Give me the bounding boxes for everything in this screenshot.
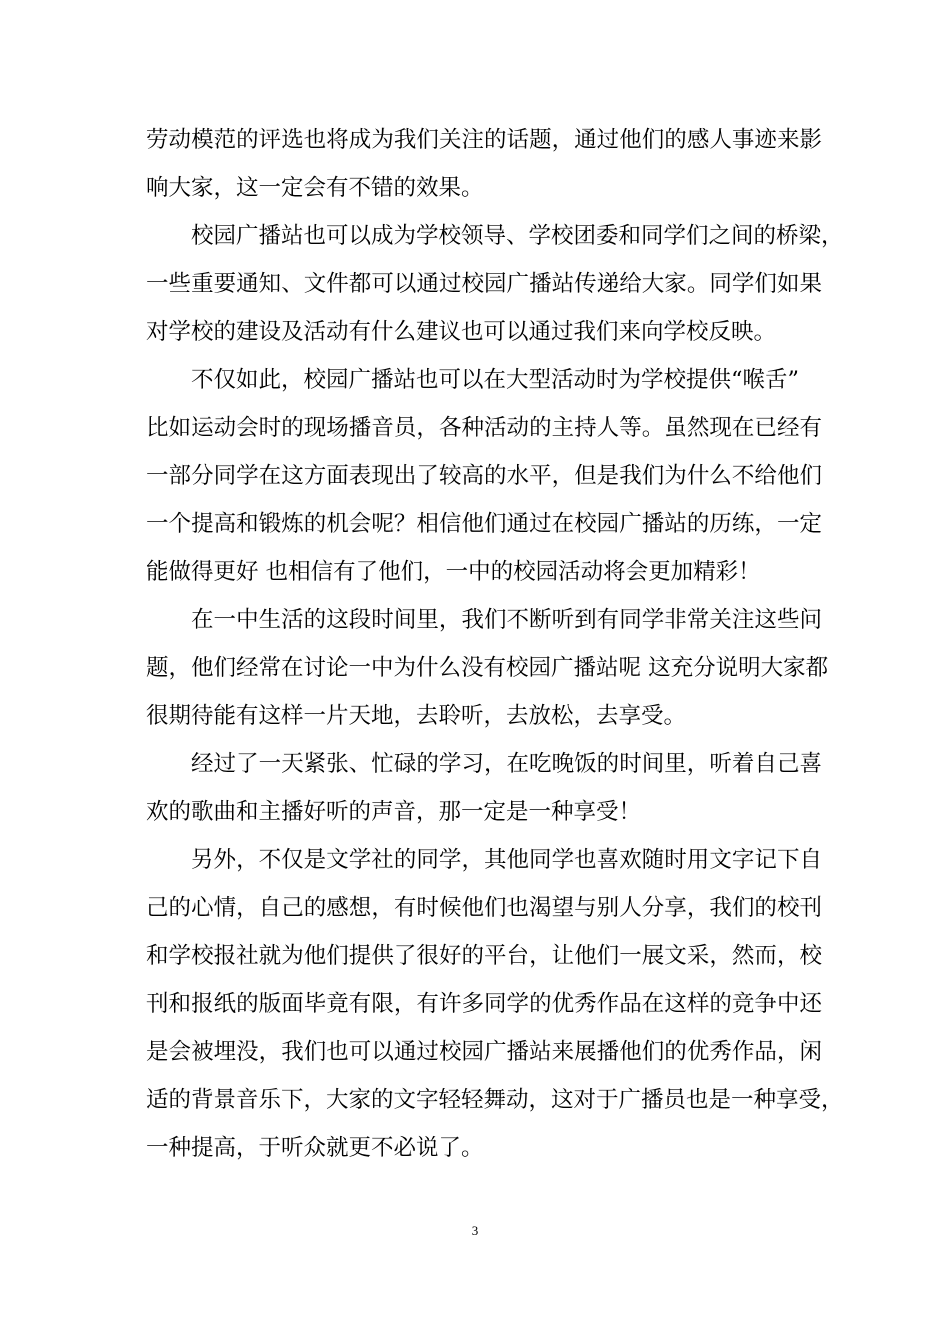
text-line: 题，他们经常在讨论一中为什么没有校园广播站呢 这充分说明大家都 xyxy=(146,655,829,681)
text-line: 和学校报社就为他们提供了很好的平台，让他们一展文采，然而，校 xyxy=(146,943,822,969)
text-line: 是会被埋没，我们也可以通过校园广播站来展播他们的优秀作品，闲 xyxy=(146,1039,822,1065)
text-line: 经过了一天紧张、忙碌的学习，在吃晚饭的时间里，听着自己喜 xyxy=(191,751,822,777)
text-line: 一部分同学在这方面表现出了较高的水平，但是我们为什么不给他们 xyxy=(146,463,822,489)
text-line: 另外，不仅是文学社的同学，其他同学也喜欢随时用文字记下自 xyxy=(191,847,822,873)
text-line: 很期待能有这样一片天地，去聆听，去放松，去享受。 xyxy=(146,703,687,729)
text-line: 响大家，这一定会有不错的效果。 xyxy=(146,175,484,201)
text-line: 己的心情，自己的感想，有时候他们也渴望与别人分享，我们的校刊 xyxy=(146,895,822,921)
text-line: 一些重要通知、文件都可以通过校园广播站传递给大家。同学们如果 xyxy=(146,271,822,297)
text-line: 适的背景音乐下，大家的文字轻轻舞动，这对于广播员也是一种享受， xyxy=(146,1087,844,1113)
text-line: 在一中生活的这段时间里，我们不断听到有同学非常关注这些问 xyxy=(191,607,822,633)
text-line: 比如运动会时的现场播音员，各种活动的主持人等。虽然现在已经有 xyxy=(146,415,822,441)
text-line: 刊和报纸的版面毕竟有限，有许多同学的优秀作品在这样的竞争中还 xyxy=(146,991,822,1017)
text-line: 不仅如此，校园广播站也可以在大型活动时为学校提供“喉舌” xyxy=(191,367,800,393)
text-line: 欢的歌曲和主播好听的声音，那一定是一种享受！ xyxy=(146,799,642,825)
text-line: 劳动模范的评选也将成为我们关注的话题，通过他们的感人事迹来影 xyxy=(146,127,822,153)
page-number: 3 xyxy=(471,1223,479,1238)
body-text xyxy=(146,116,844,1172)
text-line: 能做得更好 也相信有了他们，一中的校园活动将会更加精彩！ xyxy=(146,559,761,585)
text-line: 一种提高，于听众就更不必说了。 xyxy=(146,1135,484,1161)
text-line: 对学校的建设及活动有什么建议也可以通过我们来向学校反映。 xyxy=(146,319,777,345)
text-line: 校园广播站也可以成为学校领导、学校团委和同学们之间的桥梁， xyxy=(191,223,844,249)
text-line: 一个提高和锻炼的机会呢？相信他们通过在校园广播站的历练，一定 xyxy=(146,511,822,537)
